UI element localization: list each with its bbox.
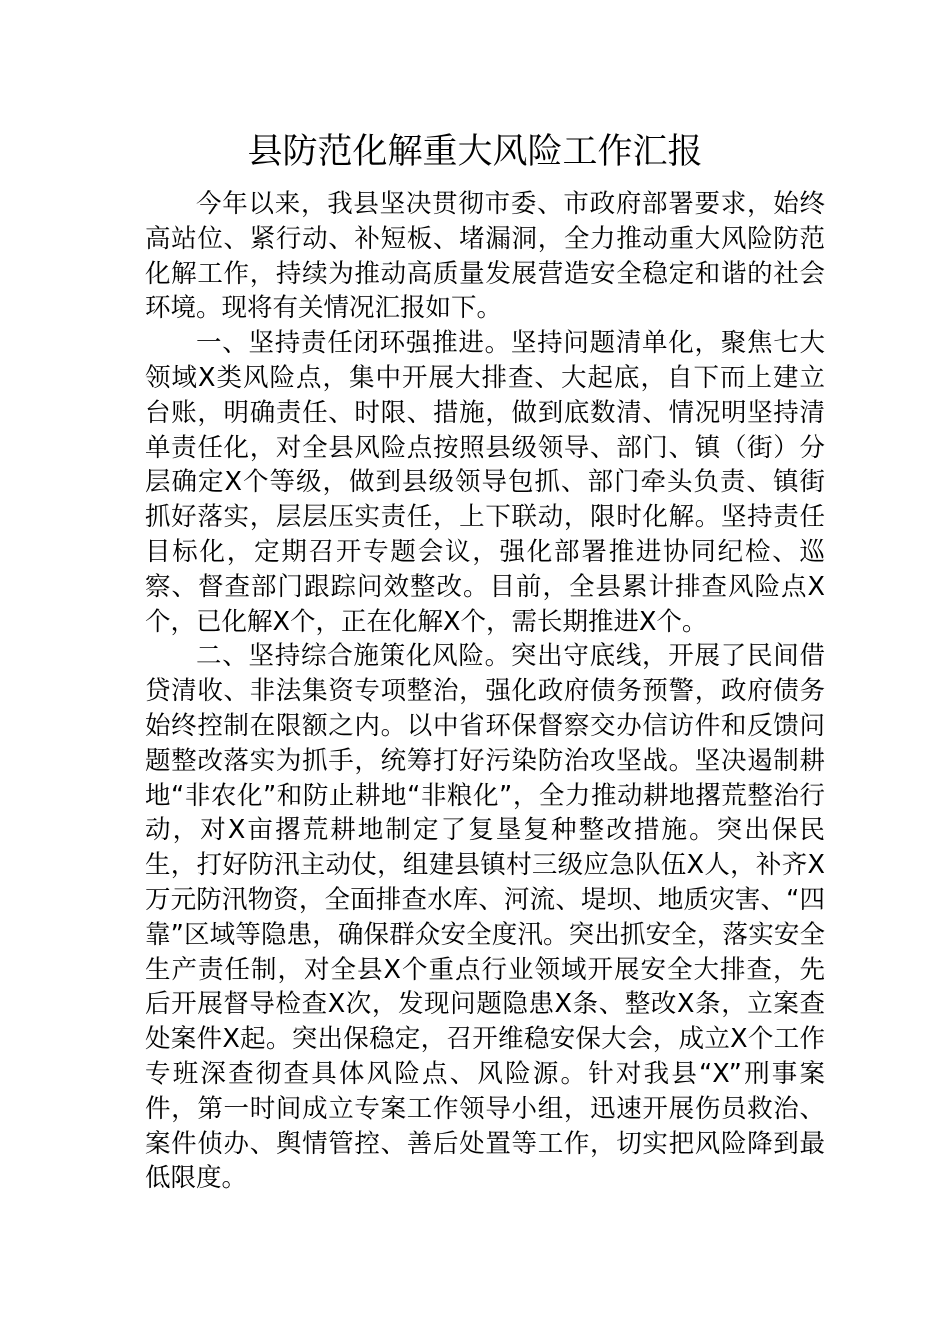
document-title: 县防范化解重大风险工作汇报 (247, 132, 703, 172)
paragraph-intro: 今年以来，我县坚决贯彻市委、市政府部署要求，始终高站位、紧行动、补短板、堵漏洞，全力推动重大风险防范化解工作，持续为推动高质量发展营造安全稳定和谐的社会环境。现将有关情况汇报如下。 (145, 189, 825, 324)
paragraph-section-two: 二、坚持综合施策化风险。突出守底线，开展了民间借贷清收、非法集资专项整治，强化政府债务预警，政府债务始终控制在限额之内。以中省环保督察交办信访件和反馈问题整改落实为抓手，统筹打好污染防治攻坚战。坚决遏制耕地“非农化”和防止耕地“非粮化”，全力推动耕地撂荒整治行动，对X亩撂荒耕地制定了复垦复种整改措施。突出保民生，打好防汛主动仗，组建县镇村三级应急队伍X人，补齐X万元防汛物资，全面排查水库、河流、堤坝、地质灾害、“四靠”区域等隐患，确保群众安全度汛。突出抓安全，落实安全生产责任制，对全县X个重点行业领域开展安全大排查，先后开展督导检查X次，发现问题隐患X条、整改X条，立案查处案件X起。突出保稳定，召开维稳安保大会，成立X个工作专班深查彻查具体风险点、风险源。针对我县“X”刑事案件，第一时间成立专案工作领导小组，迅速开展伤员救治、案件侦办、舆情管控、善后处置等工作，切实把风险降到最低限度。 (145, 641, 825, 1194)
document-body (145, 187, 825, 1196)
paragraph-section-one: 一、坚持责任闭环强推进。坚持问题清单化，聚焦七大领域X类风险点，集中开展大排查、大起底，自下而上建立台账，明确责任、时限、措施，做到底数清、情况明坚持清单责任化，对全县风险点按照县级领导、部门、镇（街）分层确定X个等级，做到县级领导包抓、部门牵头负责、镇街抓好落实，层层压实责任，上下联动，限时化解。坚持责任目标化，定期召开专题会议，强化部署推进协同纪检、巡察、督查部门跟踪问效整改。目前，全县累计排查风险点X个，已化解X个，正在化解X个，需长期推进X个。 (145, 328, 825, 637)
